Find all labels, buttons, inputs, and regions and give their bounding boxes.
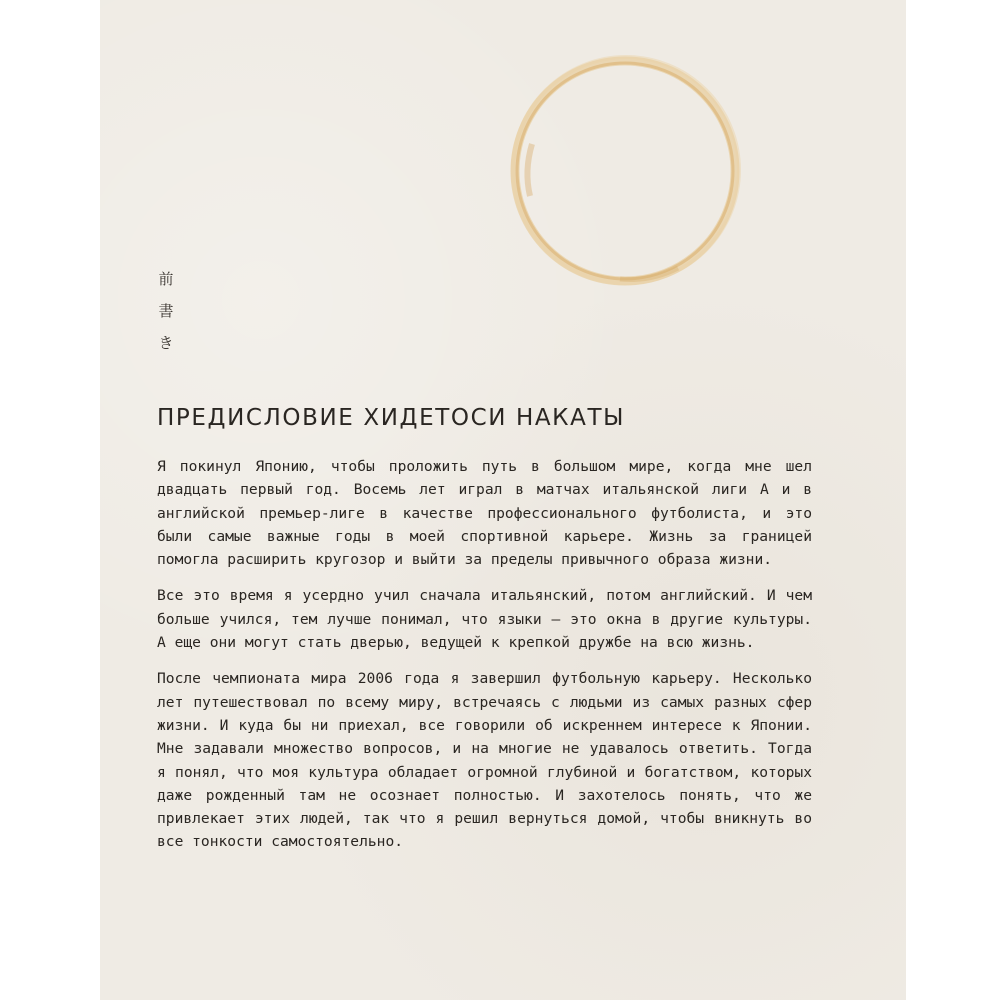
coffee-ring-stain-icon [500, 46, 750, 296]
chapter-heading: ПРЕДИСЛОВИЕ ХИДЕТОСИ НАКАТЫ [157, 405, 625, 431]
vertical-title-char: 前 [158, 270, 174, 288]
paragraph: Все это время я усердно учил сначала итальянский, потом английский. И чем больше учился, тем лучше понимал, что языки — это окна в другие культуры. А еще они могут стать дверью, ведущей к крепкой дружбе на всю жизнь. [157, 587, 812, 652]
vertical-japanese-title [154, 272, 178, 368]
vertical-title-char: き [158, 334, 174, 352]
body-text [157, 455, 812, 867]
book-page [100, 0, 906, 1000]
paragraph: Я покинул Японию, чтобы проложить путь в большом мире, когда мне шел двадцать первый год. Восемь лет играл в матчах итальянской лиги А и в английской премьер-лиге в качестве профессионального футболиста, и это были самые важные годы в моей спортивной карьере. Жизнь за границей помогла расширить кругозор и выйти за пределы привычного образа жизни. [157, 458, 812, 569]
paragraph: После чемпионата мира 2006 года я завершил футбольную карьеру. Несколько лет путешествовал по всему миру, встречаясь с людьми из самых разных сфер жизни. И куда бы ни приехал, все говорили об искреннем интересе к Японии. Мне задавали множество вопросов, и на многие не удавалось ответить. Тогда я понял, что моя культура обладает огромной глубиной и богатством, которых даже рожденный там не осознает полностью. И захотелось понять, что же привлекает этих людей, так что я решил вернуться домой, чтобы вникнуть во все тонкости самостоятельно. [157, 670, 812, 851]
vertical-title-char: 書 [158, 302, 174, 320]
